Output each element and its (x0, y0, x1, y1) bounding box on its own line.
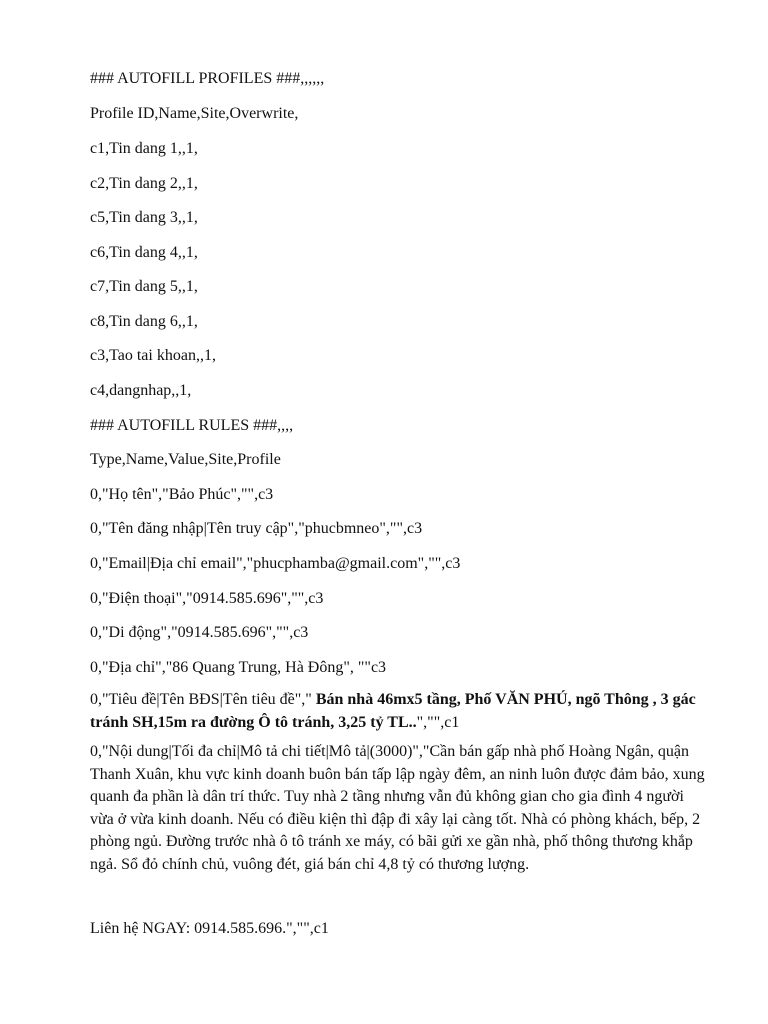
profile-row-c3: c3,Tao tai khoan,,1, (90, 347, 216, 364)
profile-row-c7: c7,Tin dang 5,,1, (90, 278, 198, 295)
profile-row-c4: c4,dangnhap,,1, (90, 382, 192, 399)
profile-row-c8: c8,Tin dang 6,,1, (90, 313, 198, 330)
contact-line: Liên hệ NGAY: 0914.585.696.","",c1 (90, 920, 329, 937)
rule-email: 0,"Email|Địa chỉ email","phucphamba@gmail.com","",c3 (90, 555, 461, 572)
rule-title-suffix: ","",c1 (416, 713, 460, 731)
profile-row-c6: c6,Tin dang 4,,1, (90, 244, 198, 261)
autofill-profiles-header: ### AUTOFILL PROFILES ###,,,,,, (90, 70, 325, 87)
rule-title (90, 689, 710, 734)
profile-row-c1: c1,Tin dang 1,,1, (90, 140, 198, 157)
rule-username: 0,"Tên đăng nhập|Tên truy cập","phucbmneo","",c3 (90, 520, 423, 537)
profile-row-c2: c2,Tin dang 2,,1, (90, 175, 198, 192)
rule-phone: 0,"Điện thoại","0914.585.696","",c3 (90, 590, 324, 607)
rule-address: 0,"Địa chỉ","86 Quang Trung, Hà Đông", ""c3 (90, 659, 387, 676)
rule-title-value: Bán nhà 46mx5 tầng, Phố VĂN PHÚ, ngõ Thông , 3 gác tránh SH,15m ra đường Ô tô tránh, 3,25 tỷ TL.. (90, 691, 696, 731)
rule-content: 0,"Nội dung|Tối đa chỉ|Mô tả chi tiết|Mô tả|(3000)","Cần bán gấp nhà phố Hoàng Ngân, quận Thanh Xuân, khu vực kinh doanh buôn bán tấp lập ngày đêm, an ninh luôn được đảm bảo, xung quanh đa phần là dân trí thức. Tuy nhà 2 tầng nhưng vẫn đủ không gian cho gia đình 4 người vừa ở vừa kinh doanh. Nếu có điều kiện thì đập đi xây lại càng tốt. Nhà có phòng khách, bếp, 2 phòng ngủ. Đường trước nhà ô tô tránh xe máy, có bãi gửi xe gần nhà, phố thông thương khắp ngả. Sổ đỏ chính chủ, vuông đét, giá bán chỉ 4,8 tỷ có thương lượng. (90, 743, 705, 873)
rules-columns-line: Type,Name,Value,Site,Profile (90, 451, 281, 468)
autofill-rules-header: ### AUTOFILL RULES ###,,,, (90, 417, 294, 434)
rule-full-name: 0,"Họ tên","Bảo Phúc","",c3 (90, 486, 274, 503)
profiles-columns-line: Profile ID,Name,Site,Overwrite, (90, 105, 299, 122)
rule-mobile: 0,"Di động","0914.585.696","",c3 (90, 624, 309, 641)
profile-row-c5: c5,Tin dang 3,,1, (90, 209, 198, 226)
rule-title-prefix: 0,"Tiêu đề|Tên BĐS|Tên tiêu đề"," (90, 691, 312, 708)
